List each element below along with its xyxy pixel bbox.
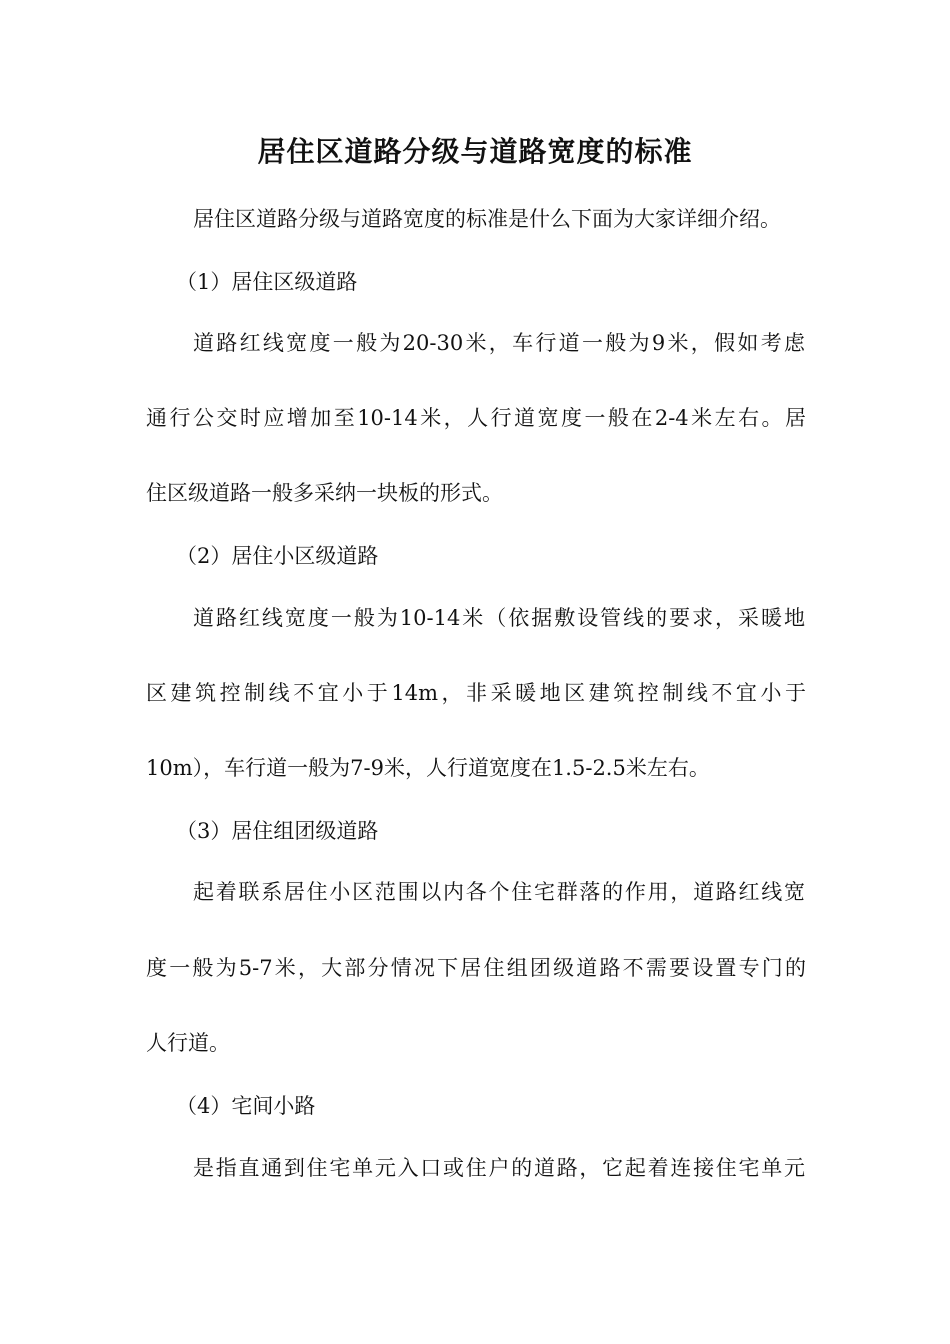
section-heading-4: （4）宅间小路 [176, 1094, 316, 1118]
paragraph-line: 道路红线宽度一般为10-14米（依据敷设管线的要求，采暖地 [193, 606, 805, 630]
paragraph-line: 道路红线宽度一般为20-30米，车行道一般为9米，假如考虑 [193, 331, 805, 355]
section-heading-1: （1）居住区级道路 [176, 270, 358, 294]
paragraph-line: 度一般为5-7米，大部分情况下居住组团级道路不需要设置专门的 [146, 956, 806, 980]
section-heading-2: （2）居住小区级道路 [176, 544, 379, 568]
paragraph-line: 起着联系居住小区范围以内各个住宅群落的作用，道路红线宽 [193, 880, 805, 904]
paragraph-line: 10m），车行道一般为7-9米，人行道宽度在1.5-2.5米左右。 [146, 756, 710, 780]
paragraph-line: 区建筑控制线不宜小于14m，非采暖地区建筑控制线不宜小于 [146, 681, 806, 705]
document-title: 居住区道路分级与道路宽度的标准 [257, 135, 693, 168]
paragraph-line: 人行道。 [146, 1031, 230, 1055]
paragraph-line: 通行公交时应增加至10-14米，人行道宽度一般在2-4米左右。居 [146, 406, 806, 430]
paragraph-line: 住区级道路一般多采纳一块板的形式。 [146, 481, 503, 505]
paragraph-line: 是指直通到住宅单元入口或住户的道路，它起着连接住宅单元 [193, 1156, 805, 1180]
intro-paragraph: 居住区道路分级与道路宽度的标准是什么下面为大家详细介绍。 [193, 207, 781, 231]
section-heading-3: （3）居住组团级道路 [176, 819, 379, 843]
